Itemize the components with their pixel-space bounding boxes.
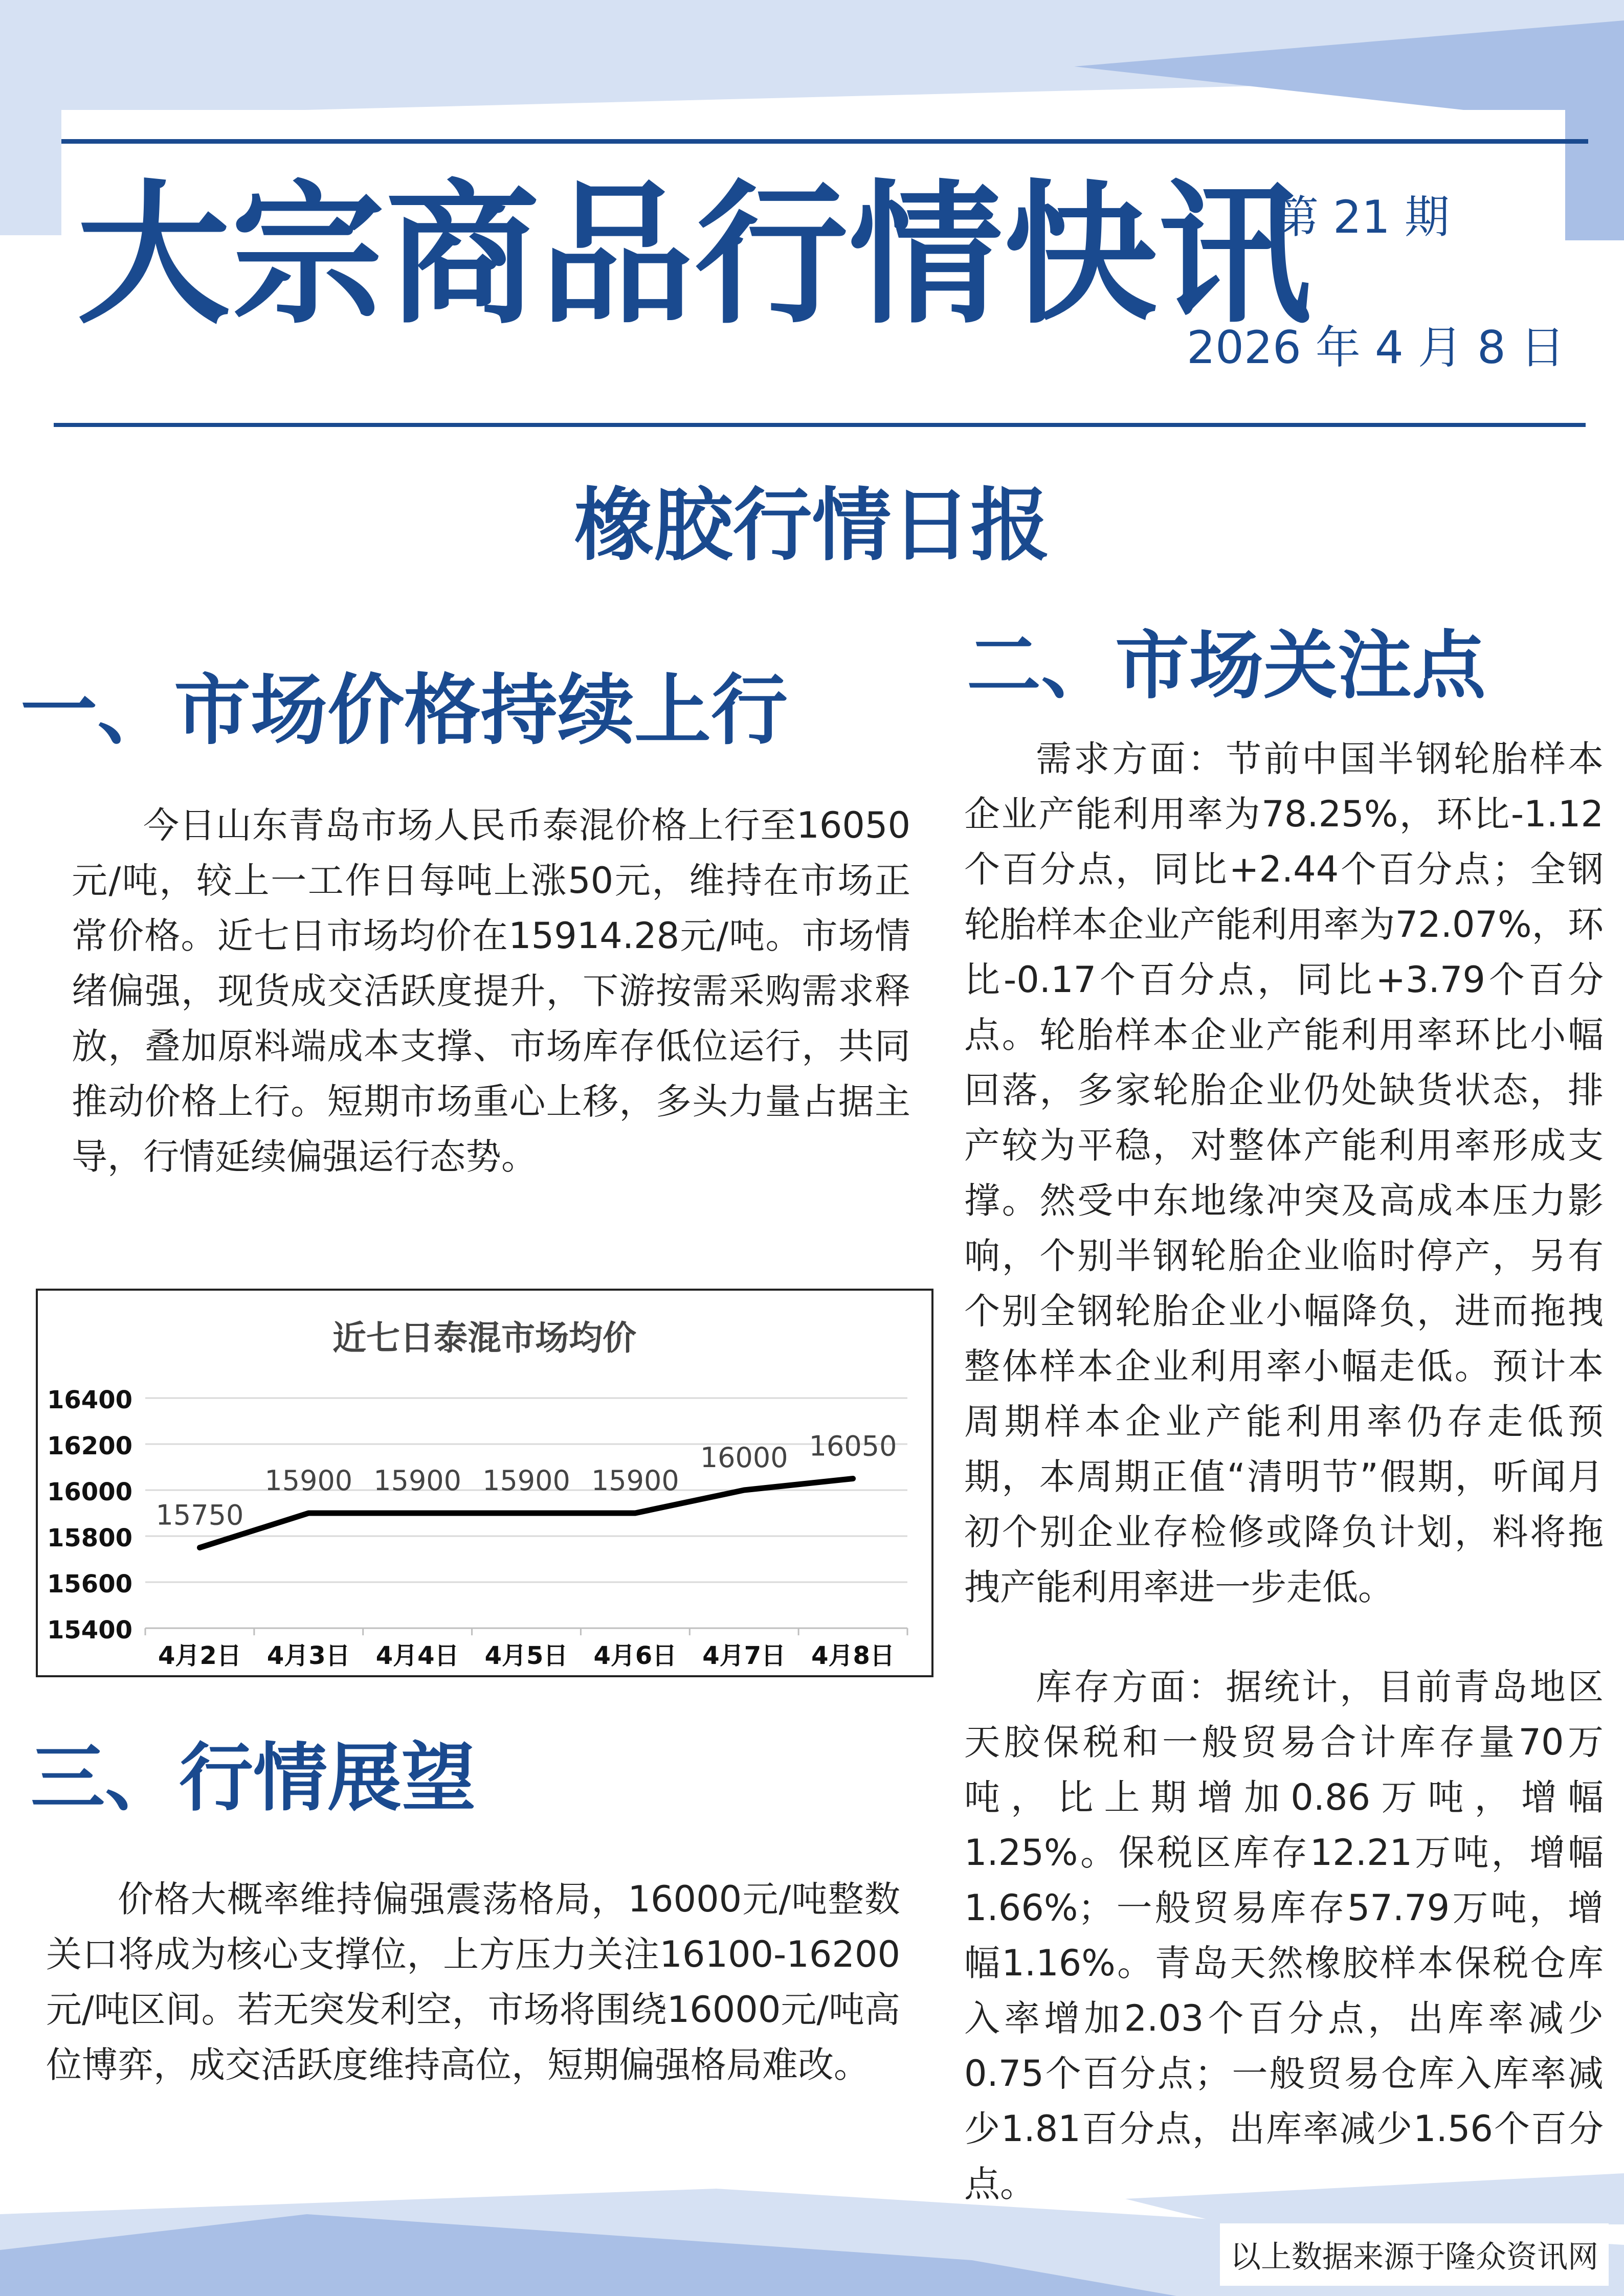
x-tick-label: 4月3日 <box>266 1641 350 1670</box>
chart-title: 近七日泰混市场均价 <box>332 1318 636 1358</box>
data-label: 16050 <box>809 1430 897 1462</box>
section2-heading: 二、市场关注点 <box>967 623 1486 709</box>
issue-date: 2026 年 4 月 8 日 <box>1187 321 1565 374</box>
y-tick-label: 16400 <box>47 1386 132 1414</box>
data-label: 15900 <box>482 1465 570 1497</box>
x-tick-label: 4月5日 <box>484 1641 568 1670</box>
data-point <box>308 1513 309 1514</box>
section3-heading: 三、行情展望 <box>31 1735 476 1821</box>
y-tick-label: 16200 <box>47 1432 132 1460</box>
data-point <box>635 1513 636 1514</box>
data-point <box>417 1513 418 1514</box>
data-label: 15900 <box>264 1465 353 1497</box>
y-tick-label: 15800 <box>47 1524 132 1552</box>
x-tick-label: 4月6日 <box>593 1641 677 1670</box>
x-tick-label: 4月8日 <box>811 1641 895 1670</box>
issue-number: 第 21 期 <box>1274 191 1450 243</box>
section1-paragraph: 今日山东青岛市场人民币泰混价格上行至16050元/吨，较上一工作日每吨上涨50元，维持在市场正常价格。近七日市场均价在15914.28元/吨。市场情绪偏强，现货成交活跃度提升，下游按需采购需求释放，叠加原料端成本支撑、市场库存低位运行，共同推动价格上行。短期市场重心上移，多头力量占据主导，行情延续偏强运行态势。 <box>72 804 910 1178</box>
section2-demand-paragraph: 需求方面：节前中国半钢轮胎样本企业产能利用率为78.25%，环比-1.12个百分点，同比+2.44个百分点；全钢轮胎样本企业产能利用率为72.07%，环比-0.17个百分点，同比+3.79个百分点。轮胎样本企业产能利用率环比小幅回落，多家轮胎企业仍处缺货状态，排产较为平稳，对整体产能利用率形成支撑。然受中东地缘冲突及高成本压力影响，个别半钢轮胎企业临时停产，另有个别全钢轮胎企业小幅降负，进而拖拽整体样本企业利用率小幅走低。预计本周期样本企业产能利用率仍存走低预期，本周期正值“清明节”假期，听闻月初个别企业存检修或降负计划，料将拖拽产能利用率进一步走低。 <box>964 738 1604 1608</box>
data-point <box>199 1547 200 1548</box>
section1-heading: 一、市场价格持续上行 <box>20 666 788 755</box>
y-tick-label: 15400 <box>47 1616 132 1645</box>
data-point <box>744 1490 745 1491</box>
data-point <box>526 1513 527 1514</box>
price-chart <box>36 1289 933 1677</box>
x-tick-label: 4月7日 <box>702 1641 786 1670</box>
y-tick-label: 16000 <box>47 1478 132 1506</box>
data-label: 15900 <box>373 1465 462 1497</box>
data-label: 16000 <box>700 1442 788 1474</box>
x-tick-label: 4月2日 <box>158 1641 241 1670</box>
price-chart-svg <box>38 1291 931 1675</box>
data-label: 15750 <box>155 1499 244 1532</box>
y-tick-label: 15600 <box>47 1570 132 1599</box>
section3-paragraph: 价格大概率维持偏强震荡格局，16000元/吨整数关口将成为核心支撑位，上方压力关注16100-16200元/吨区间。若无突发利空，市场将围绕16000元/吨高位博弈，成交活跃度维持高位，短期偏强格局难改。 <box>46 1878 900 2086</box>
section2-inventory-paragraph: 库存方面：据统计，目前青岛地区天胶保税和一般贸易合计库存量70万吨，比上期增加0.86万吨，增幅1.25%。保税区库存12.21万吨，增幅1.66%；一般贸易库存57.79万吨，增幅1.16%。青岛天然橡胶样本保税仓库入率增加2.03个百分点，出库率减少0.75个百分点；一般贸易仓库入库率减少1.81百分点，出库率减少1.56个百分点。 <box>964 1666 1604 2205</box>
data-point <box>853 1478 854 1479</box>
source-note: 以上数据来源于隆众资讯网 <box>1220 2223 1609 2286</box>
x-tick-label: 4月4日 <box>375 1641 459 1670</box>
masthead-title: 大宗商品行情快讯 <box>77 166 1312 345</box>
report-title: 橡胶行情日报 <box>574 479 1050 572</box>
data-label: 15900 <box>591 1465 679 1497</box>
